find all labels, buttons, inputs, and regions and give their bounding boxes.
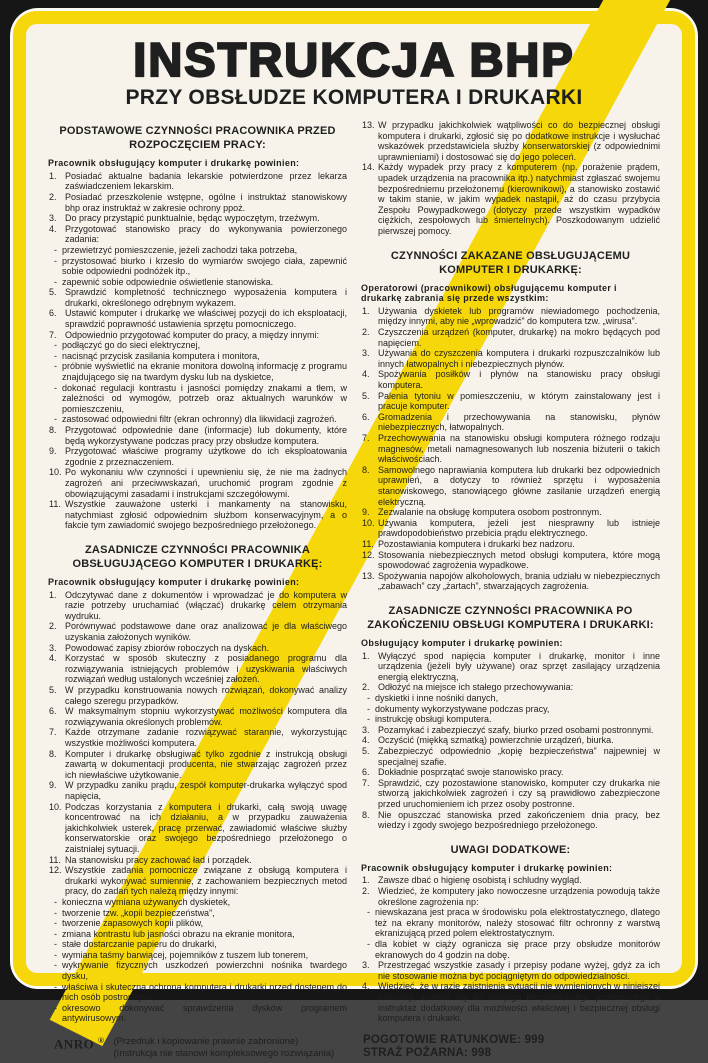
item-text: Komputer i drukarkę obsługiwać tylko zgodnie z instrukcją obsługi zawartą w dokumentacji producenta, nie stwarzając zagrożeń przez ich niewłaściwe użytkowanie.	[65, 748, 347, 780]
list-item	[48, 643, 347, 654]
page-title: INSTRUKCJA BHP	[133, 33, 575, 86]
list-item	[48, 308, 347, 329]
item-text: Podczas korzystania z komputera i drukarki, całą swoją uwagę koncentrować na ich działaniu, a w przypadku zauważenia jakichkolwiek usterek, pracę przerwać, zawiadomić właściwe służby konserwatorskie oraz swojego bezpośredniego przełożonego o zaistniałej sytuacji.	[65, 801, 347, 854]
list-item	[361, 539, 660, 550]
sub-item	[48, 929, 347, 940]
item-text: Każde otrzymane zadanie rozwiązywać starannie, wykorzystując wszystkie możliwości komputera.	[65, 727, 347, 748]
list-item	[48, 802, 347, 855]
item-number: 12.	[362, 549, 375, 560]
sub-item	[48, 245, 347, 256]
dash-bullet-icon	[367, 693, 375, 704]
item-number: 9.	[362, 507, 370, 518]
dash-bullet-icon	[54, 277, 62, 288]
item-text: Palenia tytoniu w pomieszczeniu, w którym zainstalowany jest i pracuje komputer.	[378, 390, 660, 412]
item-number: 3.	[362, 960, 370, 971]
sub-item	[48, 361, 347, 382]
item-number: 3.	[362, 348, 370, 359]
sub-item-text: stałe dostarczanie papieru do drukarki,	[62, 939, 217, 950]
list-item	[361, 348, 660, 369]
section-zakazane	[361, 245, 660, 592]
dash-bullet-icon	[54, 908, 62, 919]
dash-bullet-icon	[367, 939, 375, 960]
list-item	[48, 653, 347, 685]
item-text: Odczytywać dane z dokumentów i wprowadzać je do komputera w razie potrzeby uruchamiać (włączać) drukarkę celem otrzymania wydruku.	[65, 589, 347, 621]
item-text: Posiadać aktualne badania lekarskie potwierdzone przez lekarza zaświadczeniem lekarskim.	[65, 170, 347, 192]
column-left	[48, 118, 347, 1059]
dash-bullet-icon	[54, 939, 62, 950]
item-number: 11.	[49, 854, 61, 865]
list-item	[361, 960, 660, 981]
item-text: Porównywać podstawowe dane oraz analizować je dla właściwego uzyskania założonych wyników.	[65, 621, 347, 643]
list-item	[361, 550, 660, 571]
sub-item-text: tworzenie tzw. „kopii bezpieczeństwa”,	[62, 907, 215, 918]
yellow-frame	[13, 11, 695, 1060]
item-text: Spożywania posiłków i płynów na stanowisku pracy obsługi komputera.	[378, 369, 660, 391]
item-text: Wyłączyć spod napięcia komputer i drukarkę, monitor i inne urządzenia (jeżeli były używane) oraz sprzęt zasilający urządzenia energią elektryczną,	[378, 650, 660, 682]
sub-item	[48, 960, 347, 981]
item-text: Używania komputera, jeżeli jest niesprawny lub istnieje prawdopodobieństwo przebicia prądu elektrycznego.	[378, 517, 660, 539]
list-item	[361, 327, 660, 348]
list-item	[361, 433, 660, 465]
list-item	[361, 571, 660, 592]
sub-item-text: właściwa i skuteczna ochrona komputera i drukarki przed dostępem do nich osób postronnych,	[62, 981, 347, 1003]
list-item	[48, 287, 347, 308]
list-item	[361, 875, 660, 886]
item-number: 5.	[362, 390, 370, 401]
sub-item	[48, 340, 347, 351]
list-item	[361, 767, 660, 778]
sub-item	[361, 714, 660, 725]
item-text: Czyszczenia urządzeń (komputer, drukarkę) na mokro będących pod napięciem.	[378, 327, 660, 348]
column-right	[361, 118, 660, 1060]
dash-bullet-icon	[54, 340, 62, 351]
item-number: 7.	[362, 777, 370, 788]
list-item	[48, 446, 347, 467]
list-item	[361, 981, 660, 1023]
item-number: 6.	[362, 411, 370, 422]
list-item	[361, 162, 660, 236]
section-heading: PODSTAWOWE CZYNNOŚCI PRACOWNIKA PRZED ROZPOCZĘCIEM PRACY:	[59, 125, 336, 152]
item-text: Pozamykać i zabezpieczyć szafy, biurko przed osobami postronnymi.	[378, 724, 654, 735]
sub-item-text: zmiana kontrastu lub jasności obrazu na ekranie monitora,	[62, 928, 295, 939]
item-number: 6.	[49, 308, 57, 319]
sub-item	[48, 950, 347, 961]
item-text: Do pracy przystąpić punktualnie, będąc wypoczętym, trzeźwym.	[65, 213, 320, 224]
section-intro: Pracownik obsługujący komputer i drukarkę powinien:	[361, 862, 613, 873]
item-text: W maksymalnym stopniu wykorzystywać możliwości komputera dla rozwiązywania określonych problemów.	[65, 706, 347, 727]
list-item	[48, 685, 347, 706]
section-intro: Operatorowi (pracownikowi) obsługującemu komputer i drukarkę zabrania się przede wszystkim:	[361, 282, 617, 304]
item-number: 6.	[49, 706, 57, 717]
item-number: 13.	[362, 570, 375, 581]
item-text: Każdy wypadek przy pracy z komputerem (np. porażenie prądem, upadek urządzenia na pracownika itp.) natychmiast zgłaszać swojemu bezpośredniemu przełożonemu (kierownikowi), a stanowisko zostawić w takim stanie, w jakim wypadek nastąpił, aż do czasu przybycia Zespołu Powypadkowego (dotyczy przede wszystkim wypadków ciężkich, zespołowych lub śmiertelnych). Poszkodowanym udzielić pierwszej pomocy.	[378, 162, 660, 236]
item-text: Odpowiednio przygotować komputer do pracy, a między innymi:	[65, 329, 319, 340]
item-number: 8.	[362, 464, 370, 475]
item-number: 2.	[49, 191, 57, 202]
page-subtitle: PRZY OBSŁUDZE KOMPUTERA I DRUKARKI	[125, 86, 583, 109]
dash-bullet-icon	[367, 704, 375, 715]
item-text: Przygotować odpowiednie dane (informacje) lub dokumenty, które będą wykorzystywane podczas pracy przy obsłudze komputera.	[65, 425, 347, 446]
section-zasadnicze-kontynuacja	[361, 120, 660, 237]
dash-bullet-icon	[367, 714, 375, 725]
sub-item	[48, 897, 347, 908]
dash-bullet-icon	[54, 361, 62, 382]
publisher-note-line: (Instrukcja nie stanowi kompleksowego rozwiązania)	[113, 1047, 335, 1059]
dash-bullet-icon	[54, 929, 62, 940]
item-text: Po wykonaniu w/w czynności i upewnieniu się, że nie ma żadnych zagrożeń ani przeciwwskazań, uruchomić program zgodnie z obowiązującymi zasadami i instrukcjami szczegółowymi.	[65, 467, 347, 499]
section-uwagi	[361, 839, 660, 1024]
section-heading: ZASADNICZE CZYNNOŚCI PRACOWNIKA OBSŁUGUJĄCEGO KOMPUTER I DRUKARKĘ:	[72, 543, 323, 571]
list-item	[48, 224, 347, 245]
item-number: 7.	[49, 329, 57, 340]
item-text: Gromadzenia i przechowywania na stanowisku, płynów niebezpiecznych, łatwopalnych.	[378, 411, 660, 433]
item-text: Oczyścić (miękką szmatką) powierzchnie urządzeń, biurka.	[378, 735, 614, 746]
publisher-notes	[114, 1036, 335, 1059]
item-text: Stosowania niebezpiecznych metod obsługi komputera, które mogą spowodować zagrożenia wypadkowe.	[378, 549, 660, 571]
item-number: 1.	[362, 875, 370, 886]
sub-item	[48, 256, 347, 277]
dash-bullet-icon	[54, 897, 62, 908]
item-number: 2.	[362, 886, 370, 897]
sub-item	[361, 907, 660, 939]
item-number: 5.	[49, 685, 57, 696]
poster-content	[26, 24, 682, 1060]
item-number: 13.	[362, 120, 375, 130]
sub-item-text: konieczna wymiana używanych dyskietek,	[62, 896, 231, 907]
list-item	[361, 651, 660, 683]
item-number: 2.	[362, 327, 370, 338]
item-text: Przestrzegać wszystkie zasady i przepisy podane wyżej, gdyż za ich nie stosowanie można być pociągniętym do odpowiedzialności.	[378, 960, 660, 981]
section-intro: Pracownik obsługujący komputer i drukarkę powinien:	[48, 577, 300, 588]
list-item	[361, 518, 660, 539]
item-text: Wszystkie zadania pomocnicze związane z obsługą komputera i drukarki wykonywać sumiennie, z zachowaniem bezpiecznych metod pracy, do zadań tych należą między innymi:	[65, 865, 347, 897]
list-item	[48, 192, 347, 213]
item-number: 14.	[362, 162, 375, 173]
item-number: 4.	[362, 369, 370, 380]
list-item	[361, 746, 660, 767]
item-number: 1.	[362, 650, 370, 661]
item-number: 5.	[362, 746, 370, 756]
item-text: Przygotować stanowisko pracy do wykonywania powierzonego zadania:	[65, 223, 347, 245]
list-item	[361, 778, 660, 810]
item-text: Używania do czyszczenia komputera i drukarki rozpuszczalników lub innych łatwopalnych i niebezpiecznych płynów.	[378, 348, 660, 369]
list-item	[48, 590, 347, 622]
dash-bullet-icon	[54, 918, 62, 929]
dash-bullet-icon	[54, 982, 62, 1003]
sub-item-text: niewskazana jest praca w środowisku pola elektrostatycznego, dlatego też na ekrany monitorów, należy stosować filtr ochronny z warstwą ekranizującą przed polem elektrostatycznym.	[375, 907, 660, 939]
list-item	[48, 727, 347, 748]
sub-item-text: przewietrzyć pomieszczenie, jeżeli zachodzi taka potrzeba,	[62, 244, 298, 255]
dash-bullet-icon	[54, 245, 62, 256]
sub-item-text: wymiana taśmy barwiącej, pojemników z tuszem lub tonerem,	[62, 949, 309, 960]
sub-item-text: próbnie wyświetlić na ekranie monitora dowolną informację z programu znajdującego się na twardym dysku lub na dyskietce,	[62, 361, 347, 383]
sub-item	[361, 939, 660, 960]
section-podstawowe	[48, 120, 347, 531]
list-item	[48, 749, 347, 781]
item-number: 1.	[362, 305, 370, 316]
sub-item	[48, 277, 347, 288]
item-number: 4.	[49, 223, 57, 234]
item-text: Nie opuszczać stanowiska przed zakończeniem dnia pracy, bez wiedzy i zgody swojego bezpośredniego przełożonego.	[378, 809, 660, 831]
dash-bullet-icon	[54, 351, 62, 362]
emergency-ambulance: POGOTOWIE RATUNKOWE: 999	[363, 1033, 545, 1046]
item-text: Samowolnego naprawiania komputera lub drukarki bez odpowiednich uprawnień, a dotyczy to również sprzętu i wyposażenia stanowiskowego, stanowiącego główne zasilanie urządzeń energią elektryczną.	[378, 464, 660, 507]
registered-mark-icon: ®	[98, 1036, 105, 1046]
sub-item	[48, 908, 347, 919]
sub-item-text: dla kobiet w ciąży ogranicza się prace przy obsłudze monitorów ekranowych do 4 godzin na dobę.	[375, 938, 660, 960]
emergency-numbers	[361, 1024, 660, 1063]
sub-item-text: dokonać regulacji kontrastu i jasności pomiędzy znakami a tłem, w zależności od wymogów, potrzeb oraz aktualnych warunków w pomieszczeniu,	[62, 382, 347, 414]
section-zasadnicze-obslugujacego	[48, 539, 347, 1024]
list-item	[361, 412, 660, 433]
list-item	[48, 171, 347, 192]
item-number: 6.	[362, 767, 370, 778]
list-item	[48, 425, 347, 446]
publisher-note-line: (Przedruk i kopiowanie prawnie zabronione)	[113, 1036, 299, 1048]
sub-item	[48, 918, 347, 929]
list-item	[361, 682, 660, 693]
list-item	[48, 213, 347, 224]
item-number: 9.	[49, 780, 57, 791]
sub-item-text: wykrywanie fizycznych uszkodzeń powierzchni nośnika twardego dysku,	[62, 960, 347, 982]
item-text: Zabezpieczyć odpowiednio „kopię bezpieczeństwa” najpewniej w specjalnej szafie.	[378, 746, 660, 767]
item-text: Sprawdzić kompletność technicznego wyposażenia komputera i drukarki, określonego odrębnym wykazem.	[65, 287, 347, 308]
item-number: 11.	[362, 538, 374, 549]
list-item	[48, 855, 347, 866]
item-text: Ustawić komputer i drukarkę we właściwej pozycji do ich eksploatacji, sprawdzić poprawność ustawienia sprzętu pomocniczego.	[65, 308, 347, 330]
list-item	[361, 735, 660, 746]
item-number: 5.	[49, 287, 57, 298]
item-number: 2.	[49, 621, 57, 632]
list-item	[361, 465, 660, 507]
section-heading: CZYNNOŚCI ZAKAZANE OBSŁUGUJĄCEMU KOMPUTER I DRUKARKĘ:	[390, 249, 631, 276]
item-number: 3.	[49, 213, 57, 224]
item-text: W przypadku konstruowania nowych rozwiązań, dokonywać analizy całego szeregu przypadków.	[65, 685, 347, 706]
list-item	[48, 467, 347, 499]
item-number: 2.	[362, 682, 370, 693]
item-number: 4.	[49, 653, 57, 664]
emergency-fire: STRAŻ POŻARNA: 998	[363, 1047, 492, 1060]
dash-bullet-icon	[54, 256, 62, 277]
list-item	[48, 780, 347, 801]
sub-item	[48, 939, 347, 950]
item-number: 12.	[49, 865, 62, 876]
item-number: 1.	[49, 170, 57, 181]
section-heading: UWAGI DODATKOWE:	[450, 843, 571, 856]
item-number: 8.	[49, 425, 57, 435]
item-text: W przypadku zaniku prądu, zespół komputer-drukarka wyłączyć spod napięcia,	[65, 780, 347, 801]
item-text: W przypadku jakichkolwiek wątpliwości co do bezpiecznej obsługi komputera i drukarki, zgłosić się po dodatkowe instrukcje i wysłuchać wskazówek przedstawiciela służby konserwatorskiej (z odpowiednimi uprawnieniami) i dostosować się do jego poleceń.	[378, 120, 660, 162]
item-number: 7.	[49, 727, 57, 738]
dash-bullet-icon	[54, 414, 62, 425]
item-text: Wiedzieć, że w razie zaistnienia sytuacji nie wymienionych w niniejszej instrukcji, zwrócić się do swojego bezpośredniego przełożonego o instruktaż dodatkowy dla możliwości właściwej i bezpiecznej obsługi komputera i drukarki.	[378, 981, 660, 1024]
item-text: Zezwalanie na obsługę komputera osobom postronnym.	[378, 507, 602, 518]
item-number: 3.	[49, 642, 57, 653]
sub-item	[48, 351, 347, 362]
item-number: 10.	[49, 467, 62, 478]
sub-item	[48, 1003, 347, 1024]
item-text: Używania dyskietek lub programów niewiadomego pochodzenia, między innymi, aby nie „wprowadzić” do komputera tzw. „wirusa”.	[378, 305, 660, 327]
list-item	[361, 306, 660, 327]
dash-bullet-icon	[54, 383, 62, 415]
publisher-brand: ANRO ®	[54, 1036, 105, 1052]
item-number: 3.	[362, 724, 370, 735]
list-item	[361, 120, 660, 162]
sub-item-text: dokumenty wykorzystywane podczas pracy,	[375, 703, 550, 714]
item-text: Korzystać w sposób skuteczny z posiadanego programu dla rozwiązywania istniejących problemów i uzyskiwania właściwych rozwiązań według ustalonych wcześniej założeń.	[65, 653, 347, 685]
sub-item-text: podłączyć go do sieci elektrycznej,	[62, 340, 201, 351]
list-item	[48, 865, 347, 897]
list-item	[361, 507, 660, 518]
sub-item	[361, 704, 660, 715]
item-number: 4.	[362, 981, 370, 992]
item-number: 11.	[49, 499, 61, 510]
list-item	[48, 706, 347, 727]
list-item	[361, 369, 660, 390]
list-item	[361, 810, 660, 831]
sub-item-text: nacisnąć przycisk zasilania komputera i monitora,	[62, 350, 260, 361]
item-number: 4.	[362, 735, 370, 746]
white-mat	[10, 8, 698, 1060]
list-item	[361, 725, 660, 736]
item-text: Pozostawiania komputera i drukarki bez nadzoru.	[378, 538, 575, 549]
list-item	[361, 391, 660, 412]
list-item	[48, 330, 347, 341]
dash-bullet-icon	[54, 960, 62, 981]
item-text: Zawsze dbać o higienę osobistą i schludny wygląd.	[378, 875, 582, 886]
list-item	[48, 499, 347, 531]
sub-item	[48, 383, 347, 415]
item-text: Powodować zapisy zbiorów roboczych na dyskach.	[65, 642, 270, 653]
dash-bullet-icon	[54, 1003, 62, 1024]
item-text: Przygotować właściwe programy użytkowe do ich eksploatowania zgodnie z przeznaczeniem.	[65, 446, 347, 467]
sub-item-text: okresowo dokonywać sprawdzenia dysków programem antywirusowym.	[62, 1002, 347, 1024]
sub-item-text: zapewnić sobie odpowiednie oświetlenie stanowiska.	[62, 276, 274, 287]
sub-item-text: przystosować biurko i krzesło do wymiarów swojego ciała, zapewnić sobie odpowiedni podnóżek itp.,	[62, 255, 347, 277]
item-number: 8.	[362, 809, 370, 820]
sub-item-text: zastosować odpowiedni filtr (ekran ochronny) dla likwidacji zagrożeń.	[62, 414, 337, 425]
sub-item	[48, 982, 347, 1003]
publisher-note	[48, 1024, 347, 1061]
list-item	[48, 621, 347, 642]
sub-item	[48, 414, 347, 425]
item-text: Posiadać przeszkolenie wstępne, ogólne i instruktaż stanowiskowy bhp oraz instruktaż w zakresie ochrony ppoż.	[65, 191, 347, 213]
item-text: Przechowywania na stanowisku obsługi komputera różnego rodzaju magnesów, metali namagnesowanych lub noszenia biżuterii o takich właściwościach.	[378, 433, 660, 465]
item-number: 8.	[49, 748, 57, 759]
item-number: 10.	[362, 517, 375, 528]
item-number: 9.	[49, 446, 57, 457]
item-text: Spożywania napojów alkoholowych, brania udziału w niebezpiecznych „zabawach” czy „żartach”, stwarzających zagrożenia.	[378, 570, 660, 592]
item-number: 7.	[362, 433, 370, 443]
item-text: Wiedzieć, że komputery jako nowoczesne urządzenia powodują także określone zagrożenia np:	[378, 886, 660, 907]
list-item	[361, 886, 660, 907]
sub-item-text: dyskietki i inne nośniki danych,	[375, 693, 499, 704]
section-po-zakonczeniu	[361, 600, 660, 831]
sub-item	[361, 693, 660, 704]
item-text: Sprawdzić, czy pozostawione stanowisko, komputer czy drukarka nie stworzą jakichkolwiek zagrożeń i czy są prawidłowo zabezpieczone przed uruchomieniem ich przez osoby postronne.	[378, 777, 660, 809]
item-text: Wszystkie zauważone usterki i mankamenty na stanowisku, natychmiast zgłosić odpowiednim służbom konserwacyjnym, a o fakcie tym zawiadomić swojego bezpośredniego przełożonego.	[65, 499, 347, 531]
item-number: 10.	[49, 801, 62, 812]
item-text: Dokładnie posprzątać swoje stanowisko pracy.	[378, 767, 564, 778]
sub-item-text: tworzenie zapasowych kopii plików,	[62, 918, 204, 929]
dash-bullet-icon	[367, 907, 375, 939]
dash-bullet-icon	[54, 950, 62, 961]
section-heading: ZASADNICZE CZYNNOŚCI PRACOWNIKA PO ZAKOŃCZENIU OBSŁUGI KOMPUTERA I DRUKARKI:	[367, 604, 654, 631]
section-intro: Pracownik obsługujący komputer i drukarkę powinien:	[48, 158, 300, 169]
item-text: Na stanowisku pracy zachować ład i porządek.	[65, 854, 252, 865]
item-number: 1.	[49, 589, 57, 600]
columns	[40, 118, 668, 1060]
sub-item-text: instrukcję obsługi komputera.	[375, 714, 492, 725]
section-intro: Obsługujący komputer i drukarkę powinien:	[361, 638, 563, 649]
item-text: Odłożyć na miejsce ich stałego przechowywania:	[378, 682, 574, 693]
